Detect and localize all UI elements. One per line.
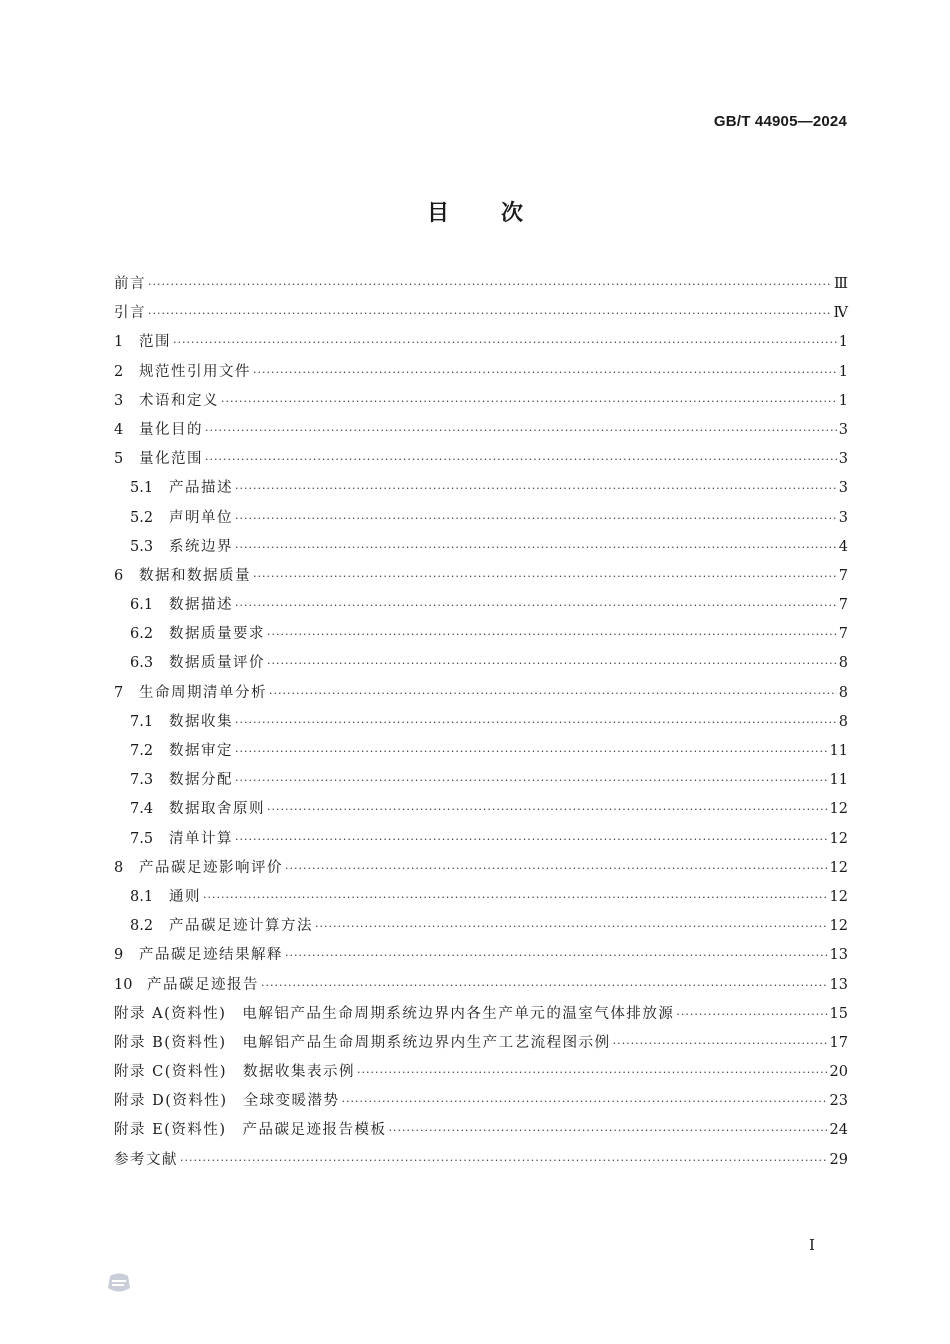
dot-leader [389, 1116, 828, 1145]
toc-entry-page: 23 [829, 1093, 848, 1110]
toc-entry [114, 766, 848, 795]
dot-leader [357, 1058, 828, 1087]
toc-entry [114, 445, 848, 474]
toc-entry-number: 7.2 [130, 743, 154, 759]
toc-entry-label: 参考文献 [114, 1151, 178, 1168]
toc-entry-prefix: 附录 E(资料性) [114, 1122, 227, 1139]
toc-entry [114, 533, 848, 562]
toc-entry-label: 声明单位 [169, 509, 233, 526]
toc-entry-label: 产品碳足迹报告模板 [242, 1122, 387, 1139]
toc-entry-label: 量化范围 [139, 451, 203, 468]
toc-entry [114, 1116, 848, 1145]
toc-entry-page: 12 [829, 888, 848, 905]
toc-entry [114, 708, 848, 737]
toc-entry-number: 7.1 [130, 713, 154, 730]
toc-entry-page: 24 [829, 1122, 848, 1139]
toc-entry [114, 1146, 848, 1175]
toc-entry [114, 854, 848, 883]
toc-entry-number: 8 [114, 859, 124, 876]
toc-entry-number: 6.2 [130, 626, 154, 643]
dot-leader [235, 708, 837, 737]
toc-entry-number: 7.4 [130, 801, 154, 818]
toc-entry-page: Ⅳ [833, 305, 848, 322]
toc-entry [114, 941, 848, 970]
toc-entry-page: 13 [829, 976, 848, 993]
dot-leader [235, 766, 828, 795]
toc-entry-label: 范围 [139, 334, 171, 351]
dot-leader [148, 299, 832, 328]
toc-entry-page: 12 [829, 830, 848, 847]
toc-entry-label: 产品碳足迹影响评价 [139, 859, 283, 876]
toc-entry-page: 1 [838, 334, 848, 351]
toc-entry [114, 504, 848, 533]
toc-entry-page: 11 [829, 772, 848, 789]
toc-entry-label: 电解铝产品生命周期系统边界内各生产单元的温室气体排放源 [242, 1005, 675, 1022]
dot-leader [173, 328, 837, 357]
toc-entry-page: 11 [829, 743, 848, 759]
toc-entry-page: 1 [838, 363, 848, 380]
dot-leader [285, 941, 828, 970]
toc-entry-label: 全球变暖潜势 [243, 1093, 340, 1110]
toc-entry-label: 生命周期清单分析 [139, 684, 267, 701]
dot-leader [676, 1000, 827, 1029]
toc-entry-page: 17 [829, 1034, 848, 1051]
dot-leader [235, 737, 828, 766]
dot-leader [613, 1029, 828, 1058]
toc-entry [114, 270, 848, 299]
dot-leader [180, 1146, 828, 1175]
toc-entry-page: 20 [829, 1064, 848, 1081]
toc-entry-label: 数据审定 [169, 743, 233, 759]
toc-entry [114, 562, 848, 591]
toc-entry-label: 数据质量要求 [169, 626, 265, 643]
toc-entry-label: 术语和定义 [139, 392, 219, 409]
toc-entry-page: 8 [838, 713, 848, 730]
toc-entry [114, 299, 848, 328]
dot-leader [269, 679, 837, 708]
toc-entry-label: 产品碳足迹结果解释 [139, 947, 283, 964]
toc-entry [114, 825, 848, 854]
toc-entry-label: 产品碳足迹报告 [147, 976, 259, 993]
toc-entry [114, 679, 848, 708]
dot-leader [235, 474, 837, 503]
dot-leader [267, 620, 837, 649]
toc-entry [114, 387, 848, 416]
toc-entry-prefix: 附录 C(资料性) [114, 1064, 228, 1081]
toc-entry-label: 产品碳足迹计算方法 [169, 918, 313, 935]
toc-entry-page: 7 [838, 567, 848, 584]
toc-entry-number: 5 [114, 451, 124, 468]
toc-entry-number: 7.5 [130, 830, 154, 847]
toc-entry-label: 规范性引用文件 [139, 363, 251, 380]
toc-entry-page: 1 [838, 392, 848, 409]
toc-entry-label: 通则 [169, 888, 201, 905]
toc-entry-number: 7.3 [130, 772, 154, 789]
dot-leader [203, 883, 828, 912]
toc-entry-number: 5.1 [130, 480, 154, 497]
dot-leader [315, 912, 828, 941]
toc-entry-number: 9 [114, 947, 124, 964]
toc-entry [114, 416, 848, 445]
toc-entry-page: 3 [838, 480, 848, 497]
toc-entry-number: 3 [114, 392, 124, 409]
sac-logo-icon [106, 1272, 132, 1294]
toc-entry-page: 8 [838, 684, 848, 701]
toc-entry-page: 12 [829, 859, 848, 876]
toc-entry-label: 数据质量评价 [169, 655, 265, 672]
dot-leader [235, 591, 837, 620]
toc-entry-label: 量化目的 [139, 421, 203, 438]
toc-entry-page: 7 [838, 626, 848, 643]
toc-entry-label: 清单计算 [169, 830, 233, 847]
page-number: I [809, 1236, 815, 1254]
toc-entry-number: 2 [114, 363, 124, 380]
dot-leader [235, 825, 828, 854]
toc-entry-page: 12 [829, 918, 848, 935]
toc-entry [114, 358, 848, 387]
toc-entry [114, 737, 848, 766]
dot-leader [261, 971, 828, 1000]
toc-entry-number: 6.3 [130, 655, 154, 672]
toc-entry-number: 6.1 [130, 597, 154, 614]
toc-entry-label: 前言 [114, 276, 146, 292]
toc-entry-page: 4 [838, 538, 848, 555]
dot-leader [267, 649, 837, 678]
dot-leader [221, 387, 837, 416]
toc-entry [114, 1087, 848, 1116]
toc-entry-label: 数据描述 [169, 597, 233, 614]
toc-entry-label: 数据分配 [169, 772, 233, 789]
dot-leader [148, 270, 832, 299]
toc-entry [114, 591, 848, 620]
dot-leader [205, 445, 837, 474]
toc-entry-label: 数据收集 [169, 713, 233, 730]
toc-entry-label: 产品描述 [169, 480, 233, 497]
toc-entry-page: 7 [838, 597, 848, 614]
toc-entry [114, 971, 848, 1000]
toc-entry-page: 15 [829, 1005, 848, 1022]
toc-entry-number: 10 [114, 976, 133, 993]
toc-entry-page: 8 [838, 655, 848, 672]
toc-entry-number: 8.1 [130, 888, 154, 905]
toc-entry [114, 1029, 848, 1058]
toc-entry-number: 7 [114, 684, 124, 701]
toc-entry-page: Ⅲ [834, 276, 848, 292]
toc-entry-prefix: 附录 A(资料性) [114, 1005, 227, 1022]
toc-entry-label: 数据和数据质量 [139, 567, 251, 584]
toc-entry-label: 数据取舍原则 [169, 801, 265, 818]
toc-entry [114, 912, 848, 941]
standard-code: GB/T 44905—2024 [713, 113, 847, 130]
toc-entry-page: 3 [838, 451, 848, 468]
toc-entry-page: 13 [829, 947, 848, 964]
toc-entry [114, 620, 848, 649]
toc-entry-prefix: 附录 B(资料性) [114, 1034, 227, 1051]
toc-entry [114, 883, 848, 912]
toc-entry [114, 1058, 848, 1087]
toc-entry-number: 1 [114, 334, 124, 351]
toc-entry [114, 649, 848, 678]
toc-entry-number: 5.2 [130, 509, 154, 526]
toc-entry-number: 4 [114, 421, 124, 438]
toc-entry-label: 电解铝产品生命周期系统边界内生产工艺流程图示例 [242, 1034, 611, 1051]
toc-entry-page: 29 [829, 1151, 848, 1168]
dot-leader [205, 416, 837, 445]
toc-entry-number: 6 [114, 567, 124, 584]
page-title: 目次 [426, 201, 575, 226]
toc-entry-page: 3 [838, 509, 848, 526]
toc-entry-label: 系统边界 [169, 538, 233, 555]
dot-leader [253, 562, 837, 591]
toc-entry-prefix: 附录 D(资料性) [114, 1093, 228, 1110]
toc-entry-number: 8.2 [130, 918, 154, 935]
toc-entry-page: 12 [829, 801, 848, 818]
toc-entry-label: 引言 [114, 305, 146, 322]
dot-leader [235, 533, 837, 562]
dot-leader [267, 795, 828, 824]
dot-leader [342, 1087, 828, 1116]
dot-leader [285, 854, 828, 883]
toc-entry-label: 数据收集表示例 [243, 1064, 356, 1081]
toc-entry [114, 795, 848, 824]
toc-entry [114, 328, 848, 357]
toc-entry-page: 3 [838, 421, 848, 438]
toc-entry-number: 5.3 [130, 538, 154, 555]
toc-entry [114, 474, 848, 503]
dot-leader [235, 504, 837, 533]
table-of-contents [114, 270, 848, 1175]
dot-leader [253, 358, 837, 387]
toc-entry [114, 1000, 848, 1029]
